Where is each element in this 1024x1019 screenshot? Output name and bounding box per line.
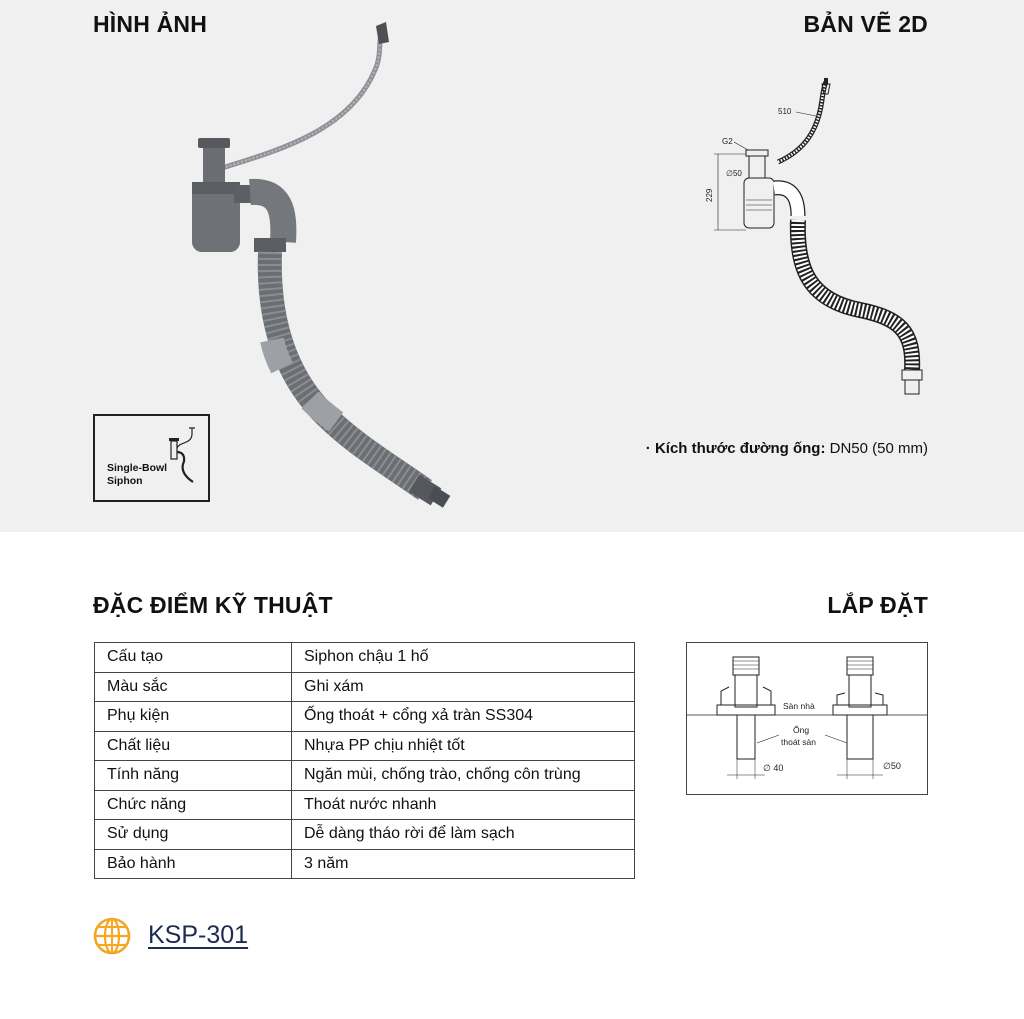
spec-key: Tính năng <box>95 761 292 791</box>
single-bowl-badge <box>93 414 210 502</box>
table-row <box>95 761 635 791</box>
spec-key: Chức năng <box>95 790 292 820</box>
badge-line-2: Siphon <box>107 475 143 487</box>
pipe-size-label: Kích thước đường ống: <box>654 440 826 457</box>
table-row <box>95 643 635 673</box>
spec-value: Thoát nước nhanh <box>292 790 635 820</box>
spec-value: Ghi xám <box>292 672 635 702</box>
floor-label: Sàn nhà <box>783 701 815 711</box>
spec-value: Ống thoát + cổng xả tràn SS304 <box>292 702 635 732</box>
siphon-2d-drawing <box>700 70 950 410</box>
spec-value: Nhựa PP chịu nhiệt tốt <box>292 731 635 761</box>
pipe-size-value: DN50 (50 mm) <box>829 440 928 457</box>
spec-key: Bảo hành <box>95 849 292 879</box>
spec-table <box>94 642 635 879</box>
spec-value: Siphon chậu 1 hố <box>292 643 635 673</box>
install-drawing <box>687 643 927 794</box>
pipe-label-2: thoát sàn <box>781 737 816 747</box>
dim-d50: ∅50 <box>726 169 742 178</box>
drawing-heading: BẢN VẼ 2D <box>803 11 928 37</box>
spec-value: Dễ dàng tháo rời để làm sạch <box>292 820 635 850</box>
table-row <box>95 849 635 879</box>
dim-229: 229 <box>705 188 714 202</box>
globe-icon <box>92 916 132 956</box>
image-heading: HÌNH ẢNH <box>93 11 208 37</box>
spec-value: 3 năm <box>292 849 635 879</box>
table-row <box>95 672 635 702</box>
install-d40: ∅ 40 <box>763 763 784 773</box>
table-row <box>95 702 635 732</box>
dim-510: 510 <box>778 107 792 116</box>
spec-value: Ngăn mùi, chống trào, chống côn trùng <box>292 761 635 791</box>
install-d50: ∅50 <box>883 761 901 771</box>
spec-key: Chất liệu <box>95 731 292 761</box>
install-diagram <box>686 642 928 795</box>
table-row <box>95 820 635 850</box>
badge-line-1: Single-Bowl <box>107 462 168 474</box>
table-row <box>95 731 635 761</box>
install-heading: LẮP ĐẶT <box>827 592 928 618</box>
model-row <box>92 916 249 956</box>
spec-key: Phụ kiện <box>95 702 292 732</box>
dim-g2: G2 <box>722 137 733 146</box>
pipe-size-note <box>646 440 928 457</box>
spec-key: Màu sắc <box>95 672 292 702</box>
specs-heading: ĐẶC ĐIỂM KỸ THUẬT <box>93 592 333 618</box>
spec-key: Sử dụng <box>95 820 292 850</box>
pipe-size-bullet: · <box>645 440 651 457</box>
table-row <box>95 790 635 820</box>
spec-key: Cấu tạo <box>95 643 292 673</box>
pipe-label-1: Ống <box>793 725 810 735</box>
model-code-link[interactable]: KSP-301 <box>148 921 249 949</box>
